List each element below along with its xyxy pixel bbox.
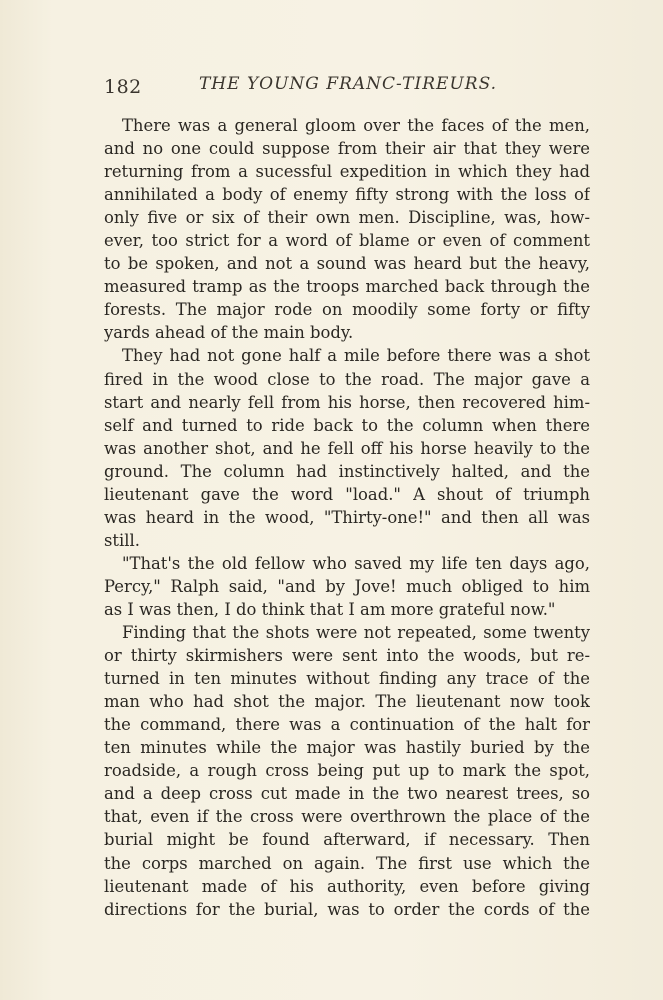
- text-line: Finding that the shots were not repeated, some twenty: [122, 623, 590, 643]
- text-line: returning from a sucessful expedition in which they had: [104, 162, 590, 182]
- text-line: was heard in the wood, "Thirty-one!" and then all was: [104, 507, 590, 527]
- running-title: THE YOUNG FRANC-TIREURS.: [198, 74, 498, 94]
- text-line: still.: [104, 530, 140, 550]
- text-line: "That's the old fellow who saved my life ten days ago,: [122, 553, 590, 573]
- text-line: directions for the burial, was to order the cords of the: [104, 899, 590, 919]
- text-line: start and nearly fell from his horse, then recovered him-: [104, 392, 590, 412]
- text-line: annihilated a body of enemy fifty strong with the loss of: [104, 185, 590, 205]
- page-header: [104, 72, 590, 98]
- text-line: only five or six of their own men. Discipline, was, how-: [104, 208, 590, 228]
- text-line: self and turned to ride back to the column when there: [104, 415, 590, 435]
- text-line: roadside, a rough cross being put up to mark the spot,: [104, 761, 590, 781]
- text-line: They had not gone half a mile before there was a shot: [122, 346, 590, 366]
- text-line: that, even if the cross were overthrown the place of the: [104, 807, 590, 827]
- text-line: ever, too strict for a word of blame or even of comment: [104, 231, 590, 251]
- text-line: and a deep cross cut made in the two nearest trees, so: [104, 784, 590, 804]
- text-line: the corps marched on again. The first use which the: [104, 853, 590, 873]
- text-line: lieutenant made of his authority, even before giving: [104, 876, 590, 896]
- text-line: was another shot, and he fell off his horse heavily to the: [104, 438, 590, 458]
- text-line: fired in the wood close to the road. The major gave a: [104, 369, 590, 389]
- text-line: There was a general gloom over the faces of the men,: [122, 116, 590, 135]
- text-line: the command, there was a continuation of the halt for: [104, 715, 590, 735]
- text-line: ground. The column had instinctively halted, and the: [104, 461, 590, 481]
- text-line: measured tramp as the troops marched back through the: [104, 277, 590, 297]
- body-text: [104, 114, 590, 921]
- text-line: and no one could suppose from their air that they were: [104, 139, 590, 159]
- text-line: turned in ten minutes without finding any trace of the: [104, 669, 590, 689]
- text-line: to be spoken, and not a sound was heard but the heavy,: [104, 254, 590, 274]
- page-number: 182: [104, 76, 142, 98]
- text-line: man who had shot the major. The lieutenant now took: [104, 692, 590, 712]
- text-line: or thirty skirmishers were sent into the woods, but re-: [104, 646, 590, 666]
- text-line: burial might be found afterward, if necessary. Then: [104, 830, 590, 850]
- text-line: lieutenant gave the word "load." A shout of triumph: [104, 484, 590, 504]
- text-line: ten minutes while the major was hastily buried by the: [104, 738, 590, 758]
- text-line: forests. The major rode on moodily some forty or fifty: [104, 300, 590, 320]
- text-line: Percy," Ralph said, "and by Jove! much obliged to him: [104, 576, 590, 596]
- text-line: yards ahead of the main body.: [104, 323, 354, 343]
- text-line: as I was then, I do think that I am more grateful now.": [104, 599, 556, 619]
